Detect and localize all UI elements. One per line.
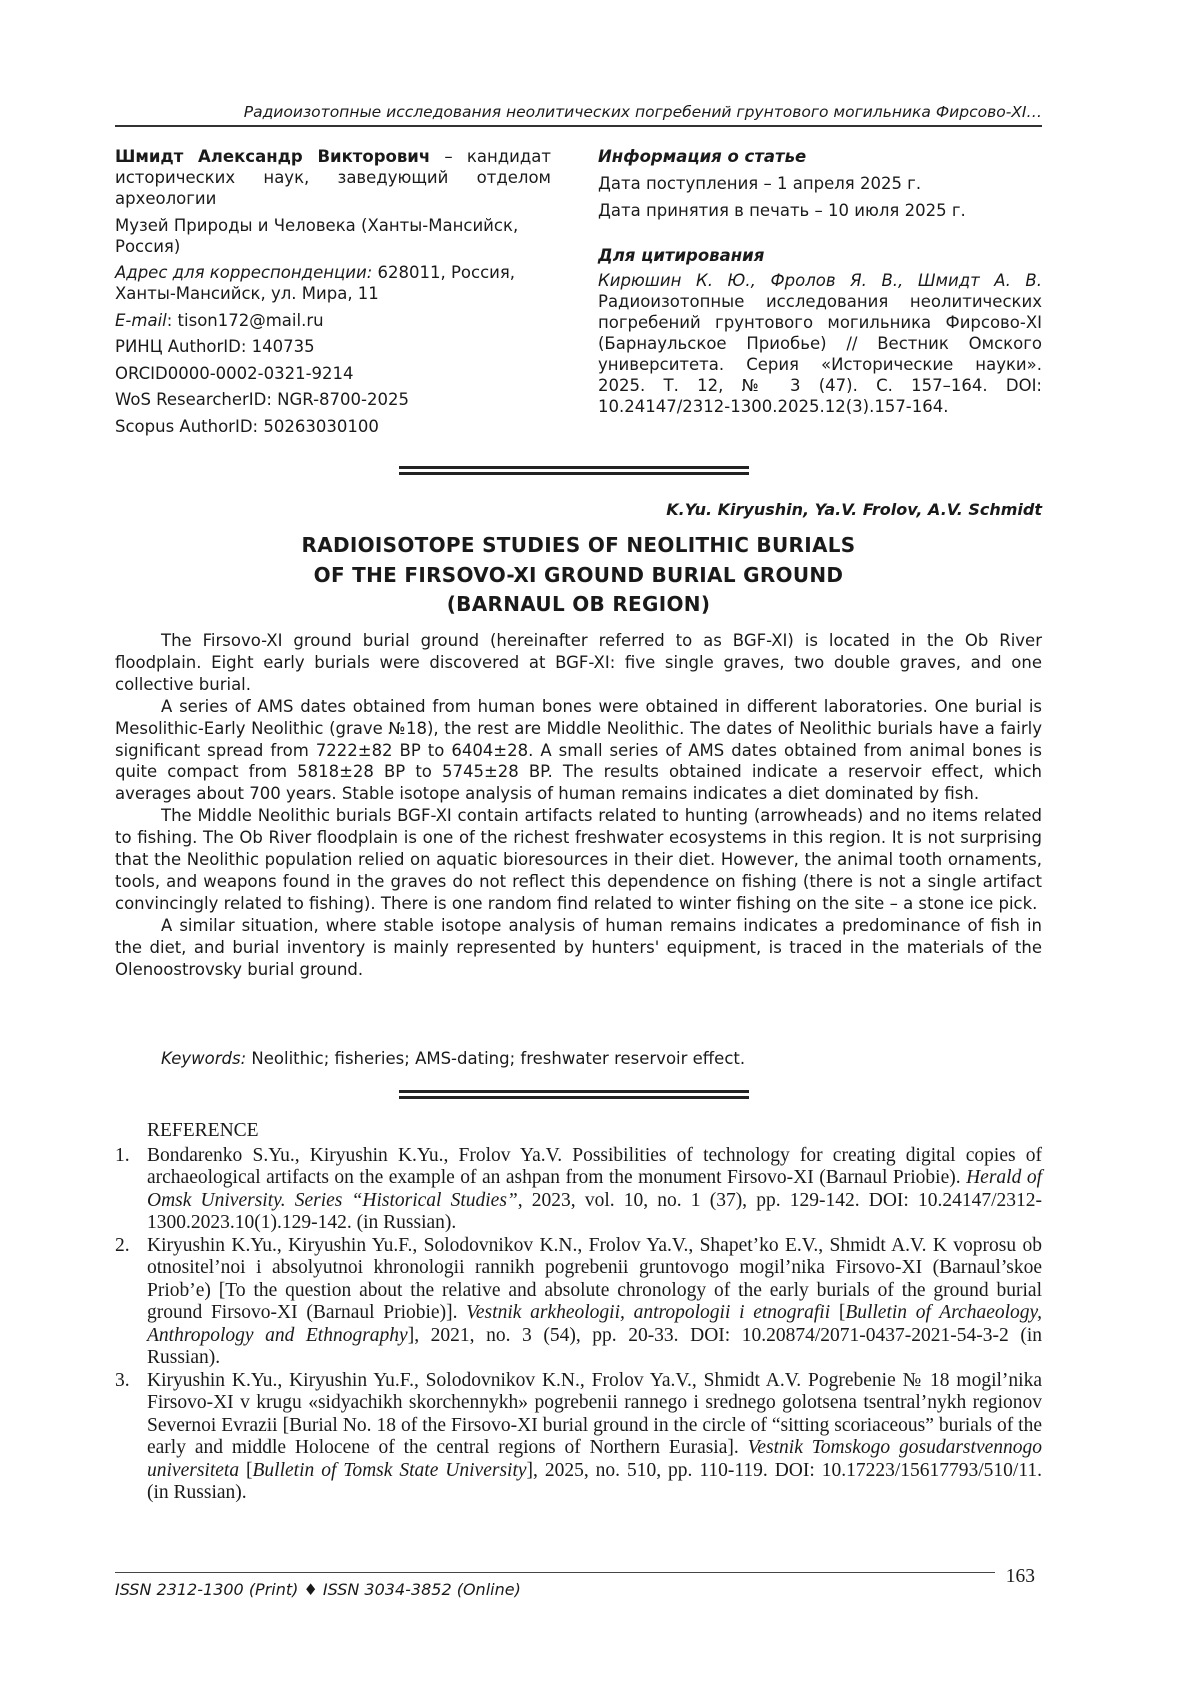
citation-authors: Кирюшин К. Ю., Фролов Я. В., Шмидт А. В. [598,271,1042,290]
author-wos: WoS ResearcherID: NGR-8700-2025 [115,390,409,409]
email-label: E-mail [115,310,167,330]
title-line: OF THE FIRSOVO-XI GROUND BURIAL GROUND [313,562,844,587]
author-name-title [115,146,551,209]
abstract [115,630,1042,981]
title-line: RADIOISOTOPE STUDIES OF NEOLITHIC BURIALS [301,533,856,557]
accepted-date: Дата принятия в печать – 10 июля 2025 г. [598,201,966,220]
abstract-paragraph: The Middle Neolithic burials BGF-XI contain artifacts related to hunting (arrowheads) and no items related to fishing. The Ob River floodplain is one of the richest freshwater ecosystems in this region. It is not surprising that the Neolithic population relied on aquatic bioresources in their diet. However, the animal tooth ornaments, tools, and weapons found in the graves do not reflect this dependence on fishing (there is not a single artifact convincingly related to fishing). There is one random find related to winter fishing on the site – a stone ice pick. [115,806,1042,913]
address-value: 628011, Россия, Ханты-Мансийск, ул. Мира, 11 [115,263,516,303]
citation-heading: Для цитирования [598,246,765,265]
author-scopus: Scopus AuthorID: 50263030100 [115,416,379,436]
reference-text: [ [830,1302,846,1323]
section-divider-top [399,466,749,475]
reference-number: 1. [115,1144,130,1166]
abstract-paragraph: The Firsovo-XI ground burial ground (hereinafter referred to as BGF-XI) is located in the Ob River floodplain. Eight early burials were discovered at BGF-XI: five single graves, two double graves, and one collective burial. [115,631,1042,694]
page-number: 163 [1005,1566,1035,1587]
english-title [115,531,1042,620]
reference-text: [ [239,1459,253,1481]
header-rule [115,125,1042,127]
author-orcid: ORCID0000-0002-0321-9214 [115,363,354,383]
abstract-paragraph: A similar situation, where stable isotope analysis of human remains indicates a predominance of fish in the diet, and burial inventory is mainly represented by hunters' equipment, is traced in the materials of the Olenoostrovsky burial ground. [115,915,1042,979]
reference-text: Kiryushin K.Yu., Kiryushin Yu.F., Solodovnikov K.N., Frolov Ya.V., Shapet’ko E.V., Shmidt A.V. K voprosu ob otnositel’noi i absolyutnoi khronologii rannikh pogrebenii gruntovogo mogil’nika Firsovo-XI (Barnaul’skoe Priob’e) [To the question about the relative and absolute chronology of the early burials of the ground burial ground Firsovo-XI (Barnaul Priobie)]. [147,1234,1042,1323]
citation [598,270,1042,417]
abstract-paragraph: A series of AMS dates obtained from human bones were obtained in different laboratories. One burial is Mesolithic-Early Neolithic (grave №18), the rest are Middle Neolithic. The dates of Neolithic burials have a fairly significant spread from 7222±82 BP to 6404±28. A small series of AMS dates obtained from animal bones is quite compact from 5818±28 BP to 5745±28 BP. The results obtained indicate a reservoir effect, which averages about 700 years. Stable isotope analysis of human remains indicates a diet dominated by fish. [115,696,1042,804]
email-value: : tison172@mail.ru [166,310,324,330]
reference-number: 2. [115,1234,130,1256]
reference-list [115,1145,1042,1505]
author-title: – кандидат исторических наук, заведующий отделом археологии [115,147,551,208]
reference-journal: Vestnik Tomskogo gosudarstvennogo universiteta [147,1437,1043,1481]
author-rinc: РИНЦ AuthorID: 140735 [115,337,315,356]
author-address [115,262,551,304]
title-line: (BARNAUL OB REGION) [446,592,711,616]
references-heading: REFERENCE [147,1120,259,1141]
article-info [598,146,1042,417]
running-title: Радиоизотопные исследования неолитических погребений грунтового могильника Фирсово-XI… [243,103,1042,121]
address-label: Адрес для корреспонденции: [115,263,373,282]
keywords [161,1049,745,1068]
references [115,1120,1042,1505]
reference-text: Kiryushin K.Yu., Kiryushin Yu.F., Solodovnikov K.N., Frolov Ya.V., Shmidt A.V. Pogrebenie № 18 mogil’nika Firsovo-XI v krugu «sidyachikh skorchennykh» pogrebenii rannego i srednego golotsena tsentral’nykh regionov Severnoi Evrazii [Burial No. 18 of the Firsovo-XI burial ground in the circle of “sitting scoriaceous” burials of the early and middle Holocene of the central regions of Northern Eurasia]. [147,1369,1042,1458]
received-date: Дата поступления – 1 апреля 2025 г. [598,174,922,193]
reference-item [115,1370,1042,1505]
author-email [115,310,551,331]
reference-journal-translation: Bulletin of Archaeology, Anthropology and Ethnography [147,1302,1042,1346]
author-info [115,146,551,442]
footer-rule [115,1572,995,1573]
english-authors: K.Yu. Kiryushin, Ya.V. Frolov, A.V. Schmidt [666,500,1042,519]
reference-number: 3. [115,1369,130,1391]
reference-text: ], 2021, no. 3 (54), pp. 20-33. DOI: 10.20874/2071-0437-2021-54-3-2 (in Russian). [147,1324,1042,1368]
author-name: Шмидт Александр Викторович [115,147,431,166]
reference-journal-translation: Bulletin of Tomsk State University [252,1459,527,1481]
reference-item [115,1235,1042,1370]
footer-issn: ISSN 2312-1300 (Print) ♦ ISSN 3034-3852 (Online) [115,1580,521,1599]
reference-text: Bondarenko S.Yu., Kiryushin K.Yu., Frolov Ya.V. Possibilities of technology for creating digital copies of archaeological artifacts on the example of an ashpan from the monument Firsovo-XI (Barnaul Priobie). [147,1144,1042,1188]
section-divider-bottom [399,1090,749,1099]
reference-item [115,1145,1042,1235]
article-info-heading: Информация о статье [598,147,807,166]
reference-text: , 2023, vol. 10, no. 1 (37), pp. 129-142. DOI: 10.24147/2312-1300.2023.10(1).129-142. (in Russian). [147,1189,1042,1233]
keywords-label: Keywords: [161,1049,247,1068]
reference-text: ], 2025, no. 510, pp. 110-119. DOI: 10.17223/15617793/510/11. (in Russian). [147,1459,1042,1503]
keywords-value: Neolithic; fisheries; AMS-dating; freshwater reservoir effect. [246,1049,746,1068]
author-institution: Музей Природы и Человека (Ханты-Мансийск, Россия) [115,215,519,256]
reference-journal: Herald of Omsk University. Series “Historical Studies” [147,1167,1042,1211]
citation-text: Радиоизотопные исследования неолитических погребений грунтового могильника Фирсово-XI (Барнаульское Приобье) // Вестник Омского университета. Серия «Исторические науки». 2025. Т. 12, № 3 (47). С. 157–164. DOI: 10.24147/2312-1300.2025.12(3).157-164. [598,292,1042,416]
reference-journal: Vestnik arkheologii, antropologii i etnografii [466,1302,831,1323]
